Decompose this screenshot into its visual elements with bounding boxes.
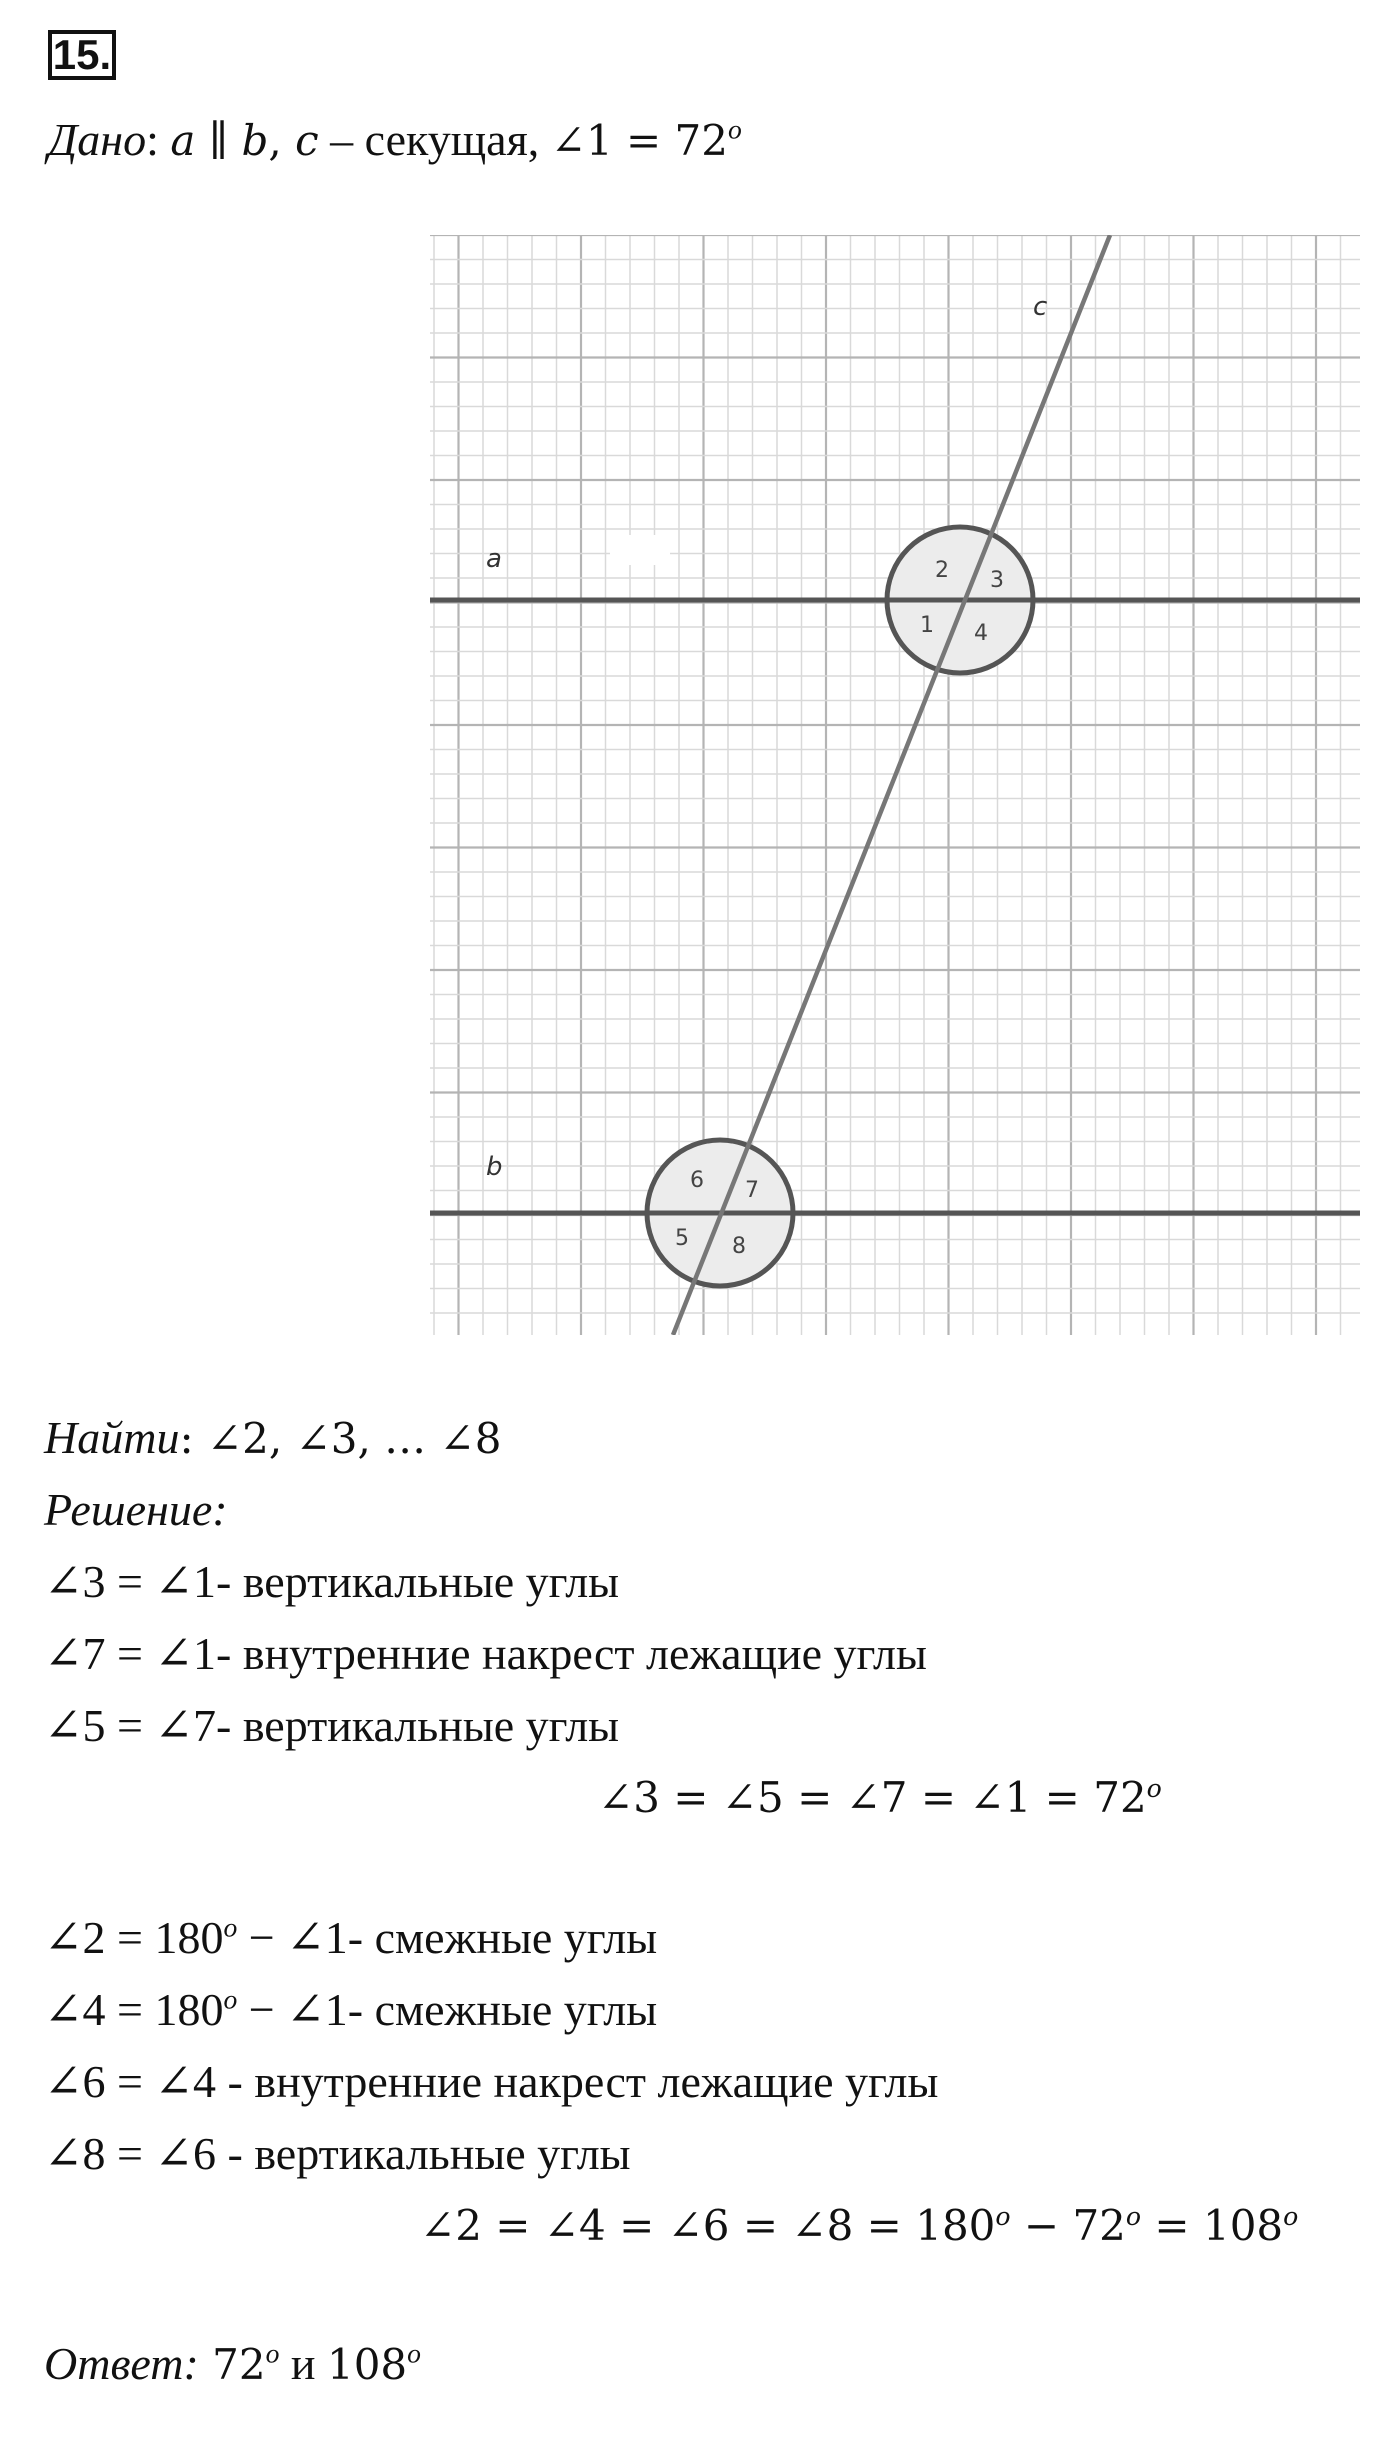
- line4-a: ∠2 = 180: [44, 1912, 224, 1963]
- answer-line: [44, 2336, 421, 2393]
- result-2-c: = 108: [1141, 2201, 1284, 2250]
- find-line: [44, 1410, 501, 1467]
- line5-b: − ∠1- смежные углы: [237, 1984, 658, 2035]
- solution-line-7: ∠8 = ∠6 - вертикальные углы: [44, 2128, 631, 2179]
- solution-line-5: [44, 1982, 657, 2038]
- secant-text: – секущая,: [318, 114, 551, 165]
- result-2-deg-a: o: [995, 2202, 1011, 2231]
- result-2-deg-c: o: [1283, 2202, 1299, 2231]
- label-mask: [610, 535, 670, 565]
- solution-line-2: ∠7 = ∠1- внутренние накрест лежащие углы: [44, 1628, 927, 1679]
- line5-deg: o: [223, 1983, 238, 2015]
- result-1-text: ∠3 = ∠5 = ∠7 = ∠1 = 72: [598, 1773, 1147, 1822]
- answer-deg-2: o: [407, 2337, 421, 2369]
- angle-label-6: 6: [690, 1168, 704, 1193]
- line4-deg: o: [223, 1911, 238, 1943]
- result-2-deg-b: o: [1125, 2202, 1142, 2231]
- line-c-label: c: [1033, 292, 1048, 322]
- find-text: : ∠2, ∠3, … ∠8: [179, 1414, 502, 1463]
- solution-line-4: [44, 1910, 657, 1966]
- angle-label-4: 4: [974, 621, 988, 646]
- parallel-sign: ∥: [195, 116, 242, 165]
- result-1-deg: o: [1146, 1774, 1162, 1803]
- given-line: Дано: a ∥ b, c – секущая, ∠1 = $72^o$: [48, 113, 742, 165]
- solution-line-3: ∠5 = ∠7- вертикальные углы: [44, 1700, 620, 1751]
- given-label: Дано: [48, 114, 147, 165]
- solution-line-1: ∠3 = ∠1- вертикальные углы: [44, 1556, 620, 1607]
- line4-b: − ∠1- смежные углы: [237, 1912, 658, 1963]
- given-var-a: a: [170, 116, 196, 165]
- given-var-b: b: [241, 116, 269, 165]
- solution-result-2: [420, 2198, 1298, 2254]
- line-c-secant: [673, 235, 1110, 1335]
- given-angle: ∠1 = 72: [550, 116, 728, 165]
- angle-label-2: 2: [935, 558, 949, 583]
- given-sep: ,: [268, 116, 296, 165]
- answer-and: и: [279, 2338, 327, 2389]
- answer-deg-1: o: [265, 2337, 280, 2369]
- answer-label: Ответ:: [44, 2338, 199, 2389]
- geometry-figure: [430, 235, 1360, 1335]
- answer-value-1: 72: [198, 2340, 266, 2389]
- solution-line-6: ∠6 = ∠4 - внутренние накрест лежащие углы: [44, 2056, 939, 2107]
- angle-label-7: 7: [745, 1178, 759, 1203]
- result-2-a: ∠2 = ∠4 = ∠6 = ∠8 = 180: [420, 2201, 996, 2250]
- solution-label: Решение:: [44, 1484, 228, 1535]
- angle-label-1: 1: [920, 613, 934, 638]
- angle-label-3: 3: [990, 568, 1004, 593]
- solution-result-1: [598, 1770, 1162, 1826]
- line-a-label: a: [486, 544, 502, 574]
- problem-number: 15.: [48, 30, 116, 80]
- result-2-b: − 72: [1010, 2201, 1126, 2250]
- grid: [430, 235, 1360, 1335]
- given-var-c: c: [295, 116, 319, 165]
- line5-a: ∠4 = 180: [44, 1984, 224, 2035]
- line-b-label: b: [486, 1152, 503, 1182]
- find-label: Найти: [44, 1412, 180, 1463]
- solution-label-text: Решение: [44, 1484, 213, 1535]
- angle-label-8: 8: [732, 1234, 746, 1259]
- angle-label-5: 5: [675, 1226, 689, 1251]
- answer-value-2: 108: [326, 2340, 408, 2389]
- given-deg: o: [728, 113, 742, 145]
